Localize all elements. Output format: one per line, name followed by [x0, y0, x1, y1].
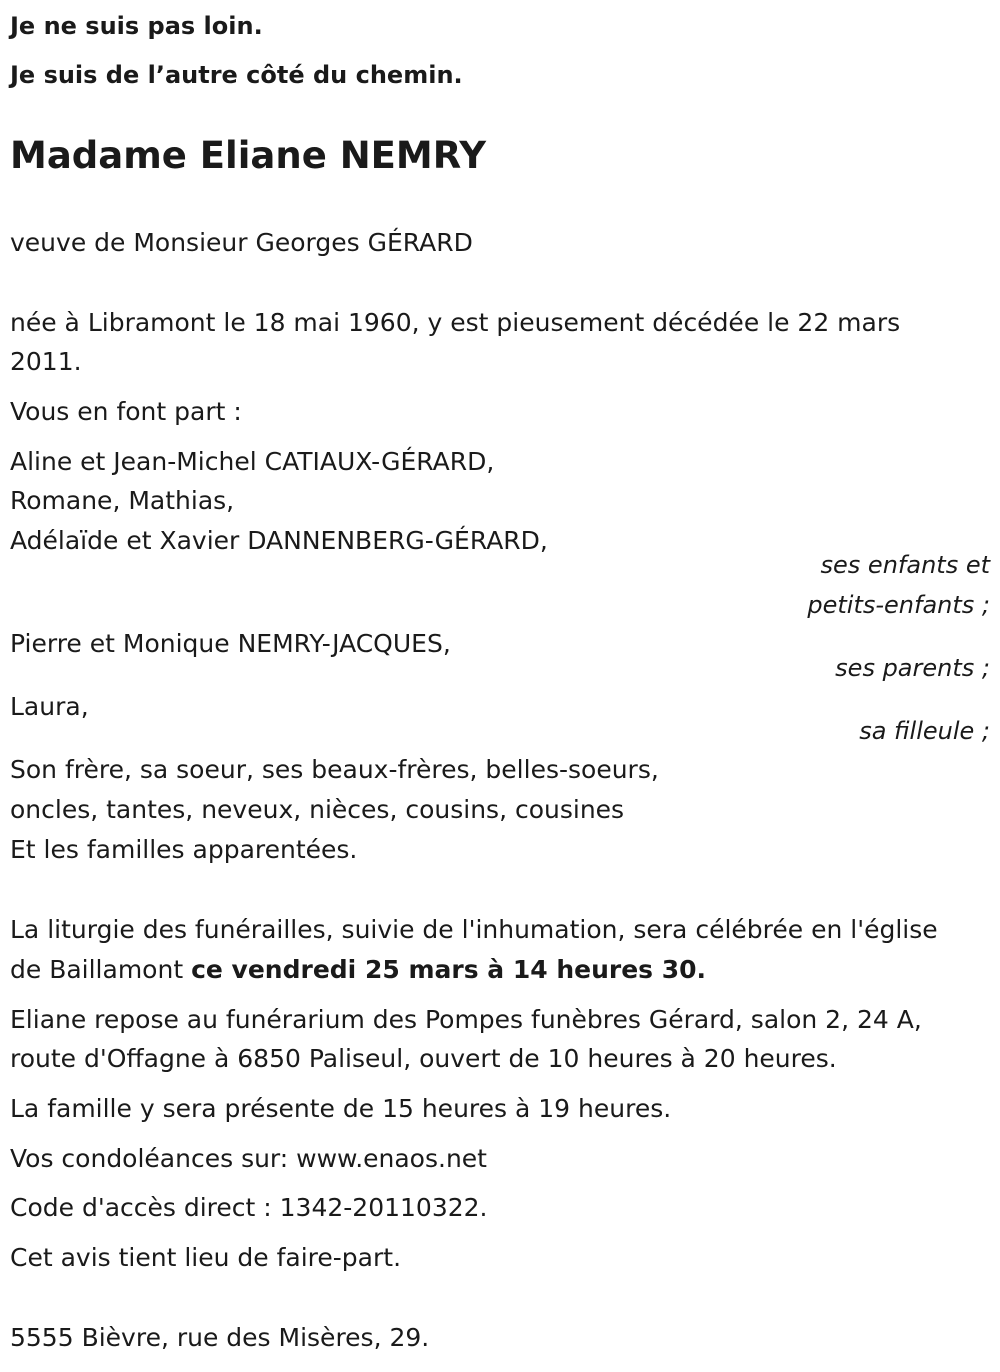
deceased-name: Madame Eliane NEMRY	[10, 134, 487, 177]
family-line-3: Et les familles apparentées.	[10, 835, 358, 864]
liturgy-datetime: ce vendredi 25 mars à 14 heures 30.	[191, 955, 707, 984]
rest-line-1: Eliane repose au funérarium des Pompes funèbres Gérard, salon 2, 24 A,	[10, 1005, 922, 1034]
liturgy-place: de Baillamont	[10, 955, 192, 984]
children-line-1: Aline et Jean-Michel CATIAUX-GÉRARD,	[10, 447, 495, 476]
birth-death-line-2: 2011.	[10, 347, 82, 376]
liturgy-line-1: La liturgie des funérailles, suivie de l'inhumation, sera célébrée en l'église	[10, 915, 938, 944]
notice-statement: Cet avis tient lieu de faire-part.	[10, 1243, 402, 1272]
obituary-notice	[10, 0, 990, 1372]
epitaph-line-2: Je suis de l’autre côté du chemin.	[10, 61, 463, 89]
rest-line-2: route d'Offagne à 6850 Paliseul, ouvert de 10 heures à 20 heures.	[10, 1044, 837, 1073]
children-role-line-1: ses enfants et	[820, 551, 990, 579]
parents-role: ses parents ;	[835, 654, 990, 682]
children-line-2: Romane, Mathias,	[10, 486, 235, 515]
goddaughter: Laura,	[10, 692, 89, 721]
birth-death-line-1: née à Libramont le 18 mai 1960, y est pieusement décédée le 22 mars	[10, 308, 901, 337]
announcement-intro: Vous en font part :	[10, 397, 242, 426]
children-line-3: Adélaïde et Xavier DANNENBERG-GÉRARD,	[10, 526, 548, 555]
access-code: Code d'accès direct : 1342-20110322.	[10, 1193, 488, 1222]
liturgy-line-2	[10, 950, 706, 990]
family-present: La famille y sera présente de 15 heures à 19 heures.	[10, 1094, 672, 1123]
address: 5555 Bièvre, rue des Misères, 29.	[10, 1323, 430, 1352]
children-role-line-2: petits-enfants ;	[807, 591, 990, 619]
parents: Pierre et Monique NEMRY-JACQUES,	[10, 629, 451, 658]
condolences: Vos condoléances sur: www.enaos.net	[10, 1144, 487, 1173]
family-line-2: oncles, tantes, neveux, nièces, cousins, cousines	[10, 795, 625, 824]
goddaughter-role: sa filleule ;	[859, 717, 990, 745]
family-line-1: Son frère, sa soeur, ses beaux-frères, belles-soeurs,	[10, 755, 659, 784]
widow-of: veuve de Monsieur Georges GÉRARD	[10, 228, 473, 257]
epitaph-line-1: Je ne suis pas loin.	[10, 12, 263, 40]
